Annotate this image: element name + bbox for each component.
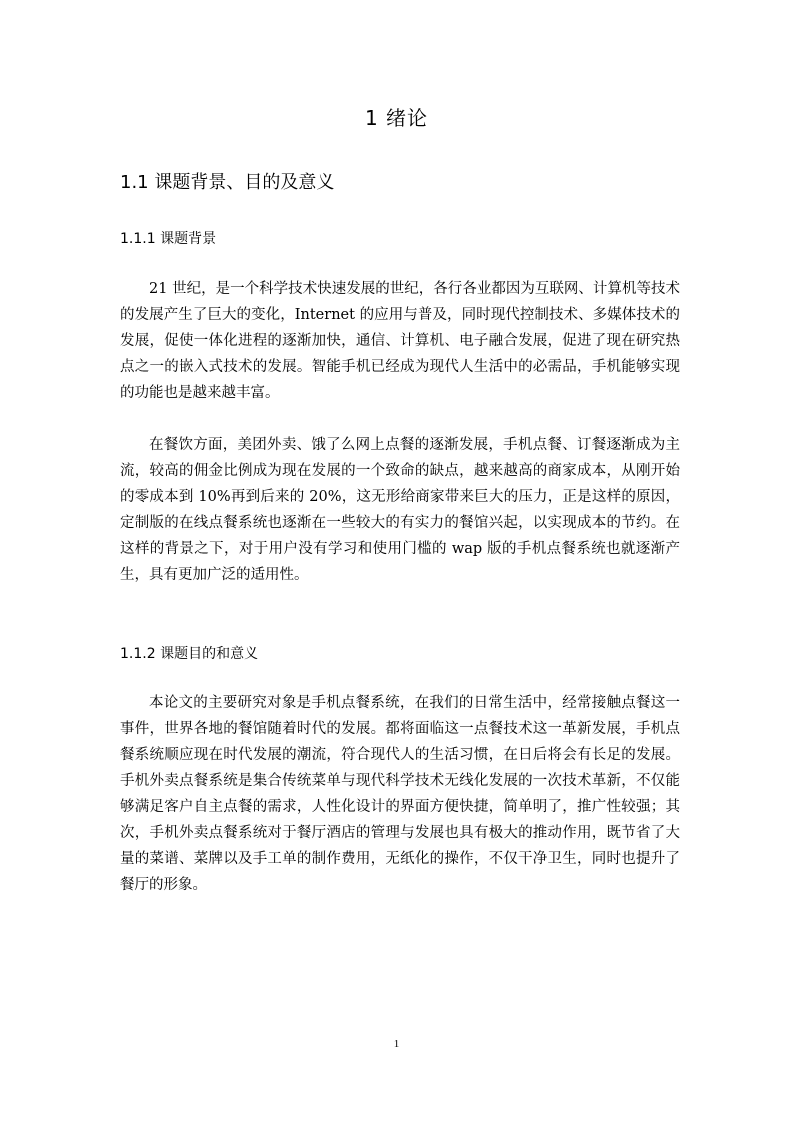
- chapter-title: 1 绪论: [364, 106, 429, 130]
- paragraph-purpose-1: 本论文的主要研究对象是手机点餐系统，在我们的日常生活中，经常接触点餐这一事件，世界各地的餐馆随着时代的发展。都将面临这一点餐技术这一革新发展，手机点餐系统顺应现在时代发展的潮流，符合现代人的生活习惯，在日后将会有长足的发展。手机外卖点餐系统是集合传统菜单与现代科学技术无线化发展的一次技术革新，不仅能够满足客户自主点餐的需求，人性化设计的界面方便快捷，简单明了，推广性较强；其次，手机外卖点餐系统对于餐厅酒店的管理与发展也具有极大的推动作用，既节省了大量的菜谱、菜牌以及手工单的制作费用，无纸化的操作，不仅干净卫生，同时也提升了餐厅的形象。: [120, 695, 680, 893]
- subsection-heading-purpose: 1.1.2 课题目的和意义: [120, 646, 259, 662]
- page-number: 1: [393, 1038, 400, 1050]
- subsection-heading-background: 1.1.1 课题背景: [120, 231, 217, 247]
- paragraph-background-2: 在餐饮方面，美团外卖、饿了么网上点餐的逐渐发展，手机点餐、订餐逐渐成为主流，较高的佣金比例成为现在发展的一个致命的缺点，越来越高的商家成本，从刚开始的零成本到 10%再到后来的 20%，这无形给商家带来巨大的压力，正是这样的原因，定制版的在线点餐系统也逐渐在一些较大的有实力的餐馆兴起，以实现成本的节约。在这样的背景之下，对于用户没有学习和使用门槛的 wap 版的手机点餐系统也就逐渐产生，具有更加广泛的适用性。: [120, 437, 680, 583]
- section-heading: 1.1 课题背景、目的及意义: [120, 172, 335, 193]
- paragraph-background-1: 21 世纪，是一个科学技术快速发展的世纪，各行各业都因为互联网、计算机等技术的发展产生了巨大的变化，Internet 的应用与普及，同时现代控制技术、多媒体技术的发展，促使一体化进程的逐渐加快，通信、计算机、电子融合发展，促进了现在研究热点之一的嵌入式技术的发展。智能手机已经成为现代人生活中的必需品，手机能够实现的功能也是越来越丰富。: [120, 281, 680, 401]
